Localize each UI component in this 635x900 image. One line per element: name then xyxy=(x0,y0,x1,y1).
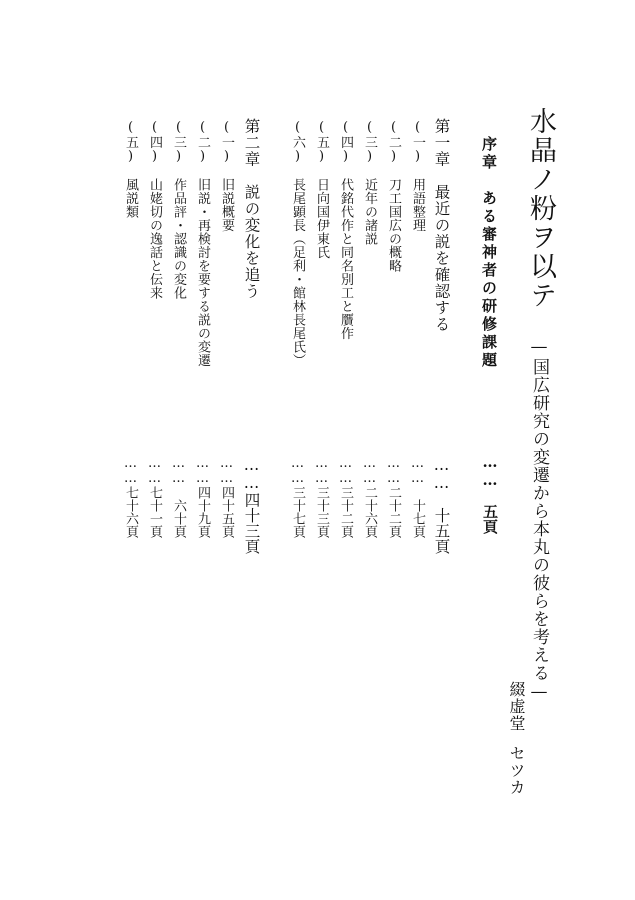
toc-entry: (一) 用語整理 xyxy=(410,120,425,232)
toc-entry-page: ……三十七頁 xyxy=(290,456,305,538)
toc-entry: (五) 日向国伊東氏 xyxy=(314,120,329,259)
toc-entry: (二) 刀工国広の概略 xyxy=(386,120,401,273)
author-name: セツカ xyxy=(507,745,526,796)
book-title: 水晶ノ粉ヲ以テ xyxy=(525,107,556,310)
toc-entry: (四) 代銘代作と同名別工と贋作 xyxy=(338,120,353,340)
toc-entry-page: ……四十五頁 xyxy=(219,456,234,538)
toc-entry-page: ……二十二頁 xyxy=(386,456,401,538)
chapter1-page: …… 十五頁 xyxy=(432,456,451,554)
toc-entry-page: ……三十三頁 xyxy=(314,456,329,538)
book-subtitle: —国広研究の変遷から本丸の彼らを考える— xyxy=(529,337,549,703)
prologue-page: …… 五頁 xyxy=(481,453,499,534)
toc-entry-page: …… 十七頁 xyxy=(410,456,425,538)
toc-entry: (五) 風説類 xyxy=(123,120,138,219)
toc-entry: (六) 長尾顕長（足利・館林長尾氏） xyxy=(290,120,305,367)
toc-entry: (二) 旧説・再検討を要する説の変遷 xyxy=(195,120,210,367)
toc-entry-page: …… 六十頁 xyxy=(171,456,186,538)
toc-entry-page: ……二十六頁 xyxy=(362,456,377,538)
toc-entry-page: ……七十一頁 xyxy=(147,456,162,538)
toc-entry: (三) 作品評・認識の変化 xyxy=(171,120,186,300)
toc-entry: (三) 近年の諸説 xyxy=(362,120,377,246)
prologue-heading: 序章 ある審神者の研修課題 xyxy=(480,136,498,370)
toc-entry: (一) 旧説概要 xyxy=(219,120,234,232)
toc-entry-page: ……四十九頁 xyxy=(195,456,210,538)
chapter2-page: ……四十三頁 xyxy=(242,456,261,554)
toc-entry: (四) 山姥切の逸話と伝来 xyxy=(147,120,162,300)
chapter2-heading: 第二章 説の変化を追う xyxy=(242,118,261,300)
toc-entry-page: ……七十六頁 xyxy=(123,456,138,538)
toc-entry-page: ……三十二頁 xyxy=(338,456,353,538)
author-circle: 綴虚堂 xyxy=(507,681,526,732)
chapter1-heading: 第一章 最近の説を確認する xyxy=(432,118,451,333)
